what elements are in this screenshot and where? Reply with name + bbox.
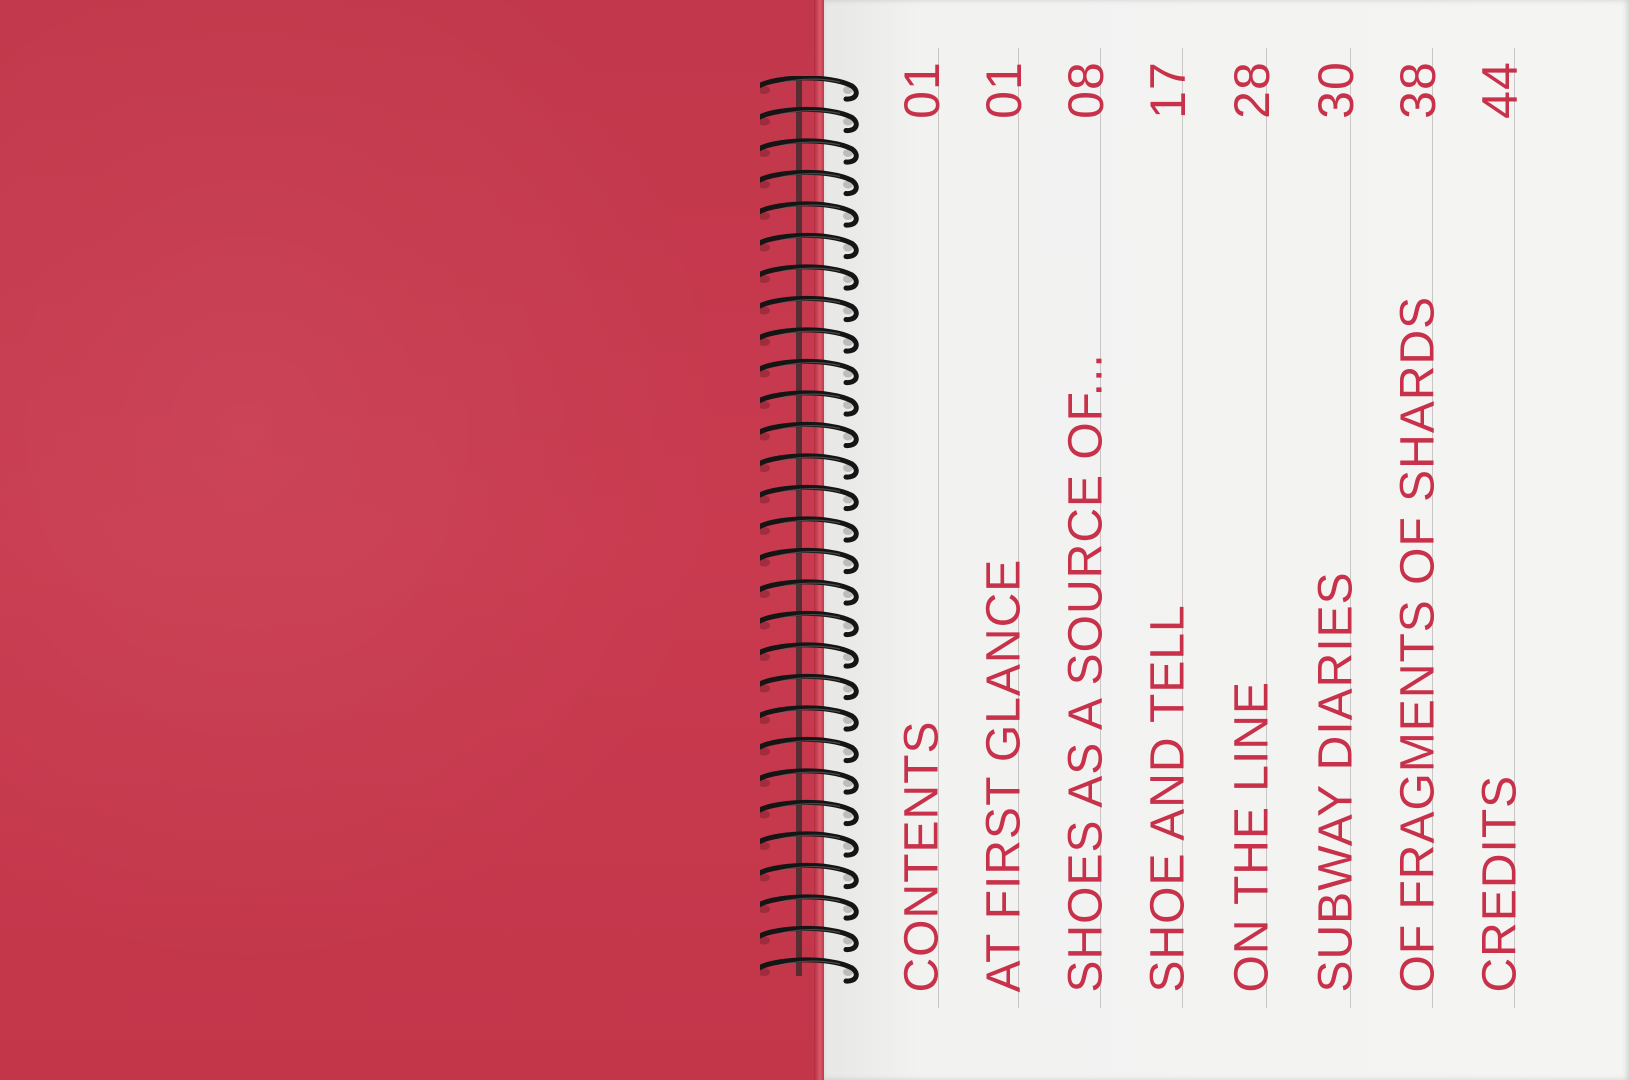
spiral-coil (760, 834, 856, 855)
table-of-contents (880, 40, 1580, 1020)
toc-page-number: 01 (894, 61, 950, 119)
spiral-coil (760, 456, 856, 477)
spiral-coil (760, 78, 856, 99)
spiral-coil (760, 802, 856, 823)
spiral-coil (760, 960, 856, 981)
spiral-coil (760, 141, 856, 162)
spiral-coil (760, 645, 856, 666)
spiral-coil (760, 487, 856, 508)
spiral-coil (760, 582, 856, 603)
toc-title: CREDITS (1473, 774, 1527, 993)
toc-entry-shoes-as-a-source (1044, 40, 1128, 1020)
spiral-coil (760, 519, 856, 540)
spiral-coil (760, 109, 856, 130)
spiral-coil (760, 550, 856, 571)
spiral-coils (760, 76, 910, 1006)
spiral-binding (760, 76, 910, 1006)
toc-title: SHOE AND TELL (1141, 604, 1195, 993)
toc-entry-of-fragments-of-shards (1376, 40, 1460, 1020)
spiral-coil (760, 897, 856, 918)
toc-page-number: 08 (1058, 61, 1114, 119)
spiral-coil (760, 708, 856, 729)
toc-title: CONTENTS (895, 720, 949, 993)
spiral-coil (760, 204, 856, 225)
toc-page-number: 01 (976, 61, 1032, 119)
spiral-coil (760, 235, 856, 256)
spiral-coil (760, 613, 856, 634)
spiral-coil (760, 676, 856, 697)
toc-entry-subway-diaries (1294, 40, 1378, 1020)
spiral-coil (760, 928, 856, 949)
toc-page-number: 17 (1140, 61, 1196, 119)
toc-title: ON THE LINE (1225, 680, 1279, 993)
spiral-coil (760, 865, 856, 886)
toc-title: OF FRAGMENTS OF SHARDS (1391, 295, 1445, 993)
toc-page-number: 38 (1390, 61, 1446, 119)
spiral-coil (760, 267, 856, 288)
toc-title: SUBWAY DIARIES (1309, 571, 1363, 993)
spiral-spine (796, 76, 802, 976)
spiral-coil (760, 172, 856, 193)
toc-title: AT FIRST GLANCE (977, 558, 1031, 993)
toc-page-number: 28 (1224, 61, 1280, 119)
toc-entry-shoe-and-tell (1126, 40, 1210, 1020)
toc-page-number: 44 (1472, 61, 1528, 119)
spiral-coil (760, 330, 856, 351)
spiral-coil (760, 739, 856, 760)
spiral-coil (760, 771, 856, 792)
spiral-coil (760, 298, 856, 319)
spiral-coil (760, 361, 856, 382)
toc-entry-on-the-line (1210, 40, 1294, 1020)
toc-page-number: 30 (1308, 61, 1364, 119)
spiral-coil (760, 393, 856, 414)
toc-entry-at-first-glance (962, 40, 1046, 1020)
toc-entry-credits (1458, 40, 1542, 1020)
toc-title: SHOES AS A SOURCE OF... (1059, 353, 1113, 993)
spiral-coil (760, 424, 856, 445)
